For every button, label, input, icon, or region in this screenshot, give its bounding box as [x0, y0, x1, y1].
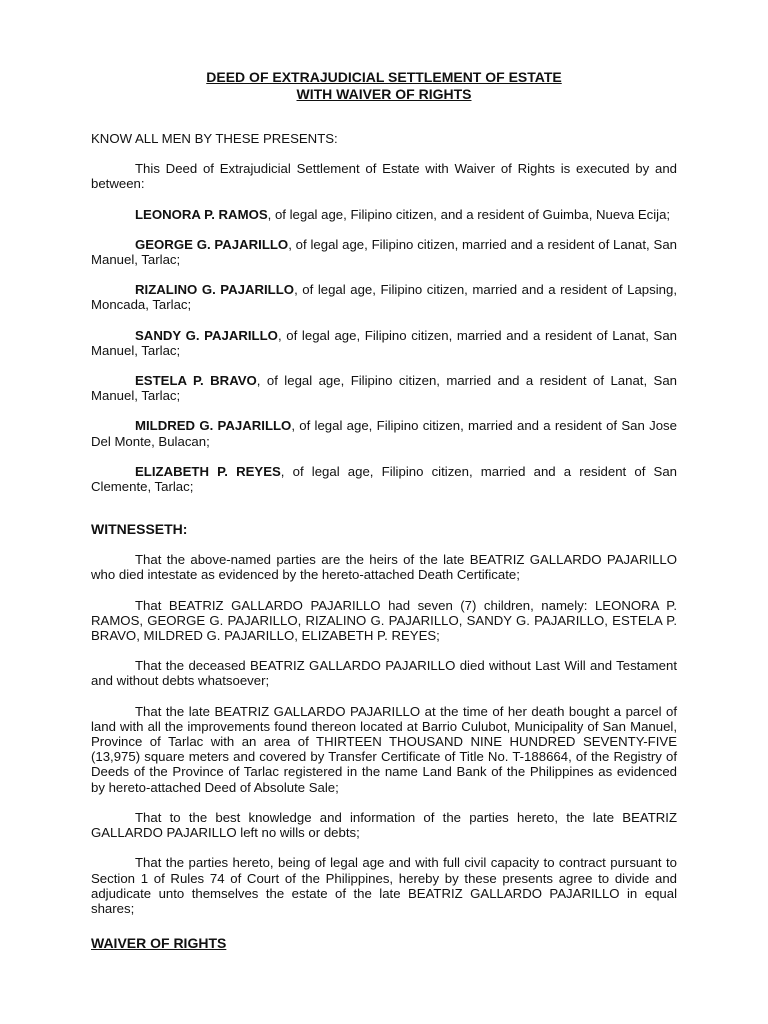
party-name: RIZALINO G. PAJARILLO	[135, 282, 295, 298]
witness-paragraph: That the deceased BEATRIZ GALLARDO PAJARILLO died without Last Will and Testament and without debts whatsoever;	[91, 658, 677, 689]
party-description: , of legal age, Filipino citizen, married and a resident of Lapsing, Moncada, Tarlac;	[91, 282, 677, 313]
party-paragraph	[91, 207, 677, 222]
document-body	[91, 131, 677, 952]
party-description: , of legal age, Filipino citizen, married and a resident of Lanat, San Manuel, Tarlac;	[91, 236, 677, 268]
witness-paragraph: That to the best knowledge and information of the parties hereto, the late BEATRIZ GALLARDO PAJARILLO left no wills or debts;	[91, 809, 677, 841]
witness-paragraph: That the above-named parties are the heirs of the late BEATRIZ GALLARDO PAJARILLO who died intestate as evidenced by the hereto-attached Death Certificate;	[91, 552, 677, 583]
party-description: , of legal age, Filipino citizen, married and a resident of Lanat, San Manuel, Tarlac;	[91, 373, 678, 404]
party-name: SANDY G. PAJARILLO	[135, 327, 278, 343]
document-title-line-2: WITH WAIVER OF RIGHTS	[296, 86, 472, 102]
party-description: , of legal age, Filipino citizen, married and a resident of San Jose Del Monte, Bulacan;	[91, 418, 677, 449]
witnesseth-heading: WITNESSETH:	[91, 521, 188, 538]
party-paragraph	[91, 282, 677, 312]
party-description: , of legal age, Filipino citizen, married and a resident of Lanat, San Manuel, Tarlac;	[91, 327, 677, 358]
party-name: MILDRED G. PAJARILLO	[135, 418, 292, 434]
party-name: LEONORA P. RAMOS	[135, 206, 268, 222]
party-name: GEORGE G. PAJARILLO	[135, 236, 289, 252]
party-paragraph	[91, 373, 677, 403]
witness-paragraph: That the late BEATRIZ GALLARDO PAJARILLO at the time of her death bought a parcel of land with all the improvements found thereon located at Barrio Culubot, Municipality of San Manuel, Province of Tarlac with an area of THIRTEEN THOUSAND NINE HUNDRED SEVENTY-FIVE (13,975) square meters and covered by Transfer Certificate of Title No. T-188664, of the Registry of Deeds of the Province of Tarlac registered in the name Land Bank of the Philippines as evidenced by hereto-attached Deed of Absolute Sale;	[91, 703, 677, 795]
party-name: ESTELA P. BRAVO	[135, 373, 257, 389]
party-paragraph	[91, 418, 677, 448]
waiver-heading: WAIVER OF RIGHTS	[91, 935, 227, 952]
witness-paragraph: That BEATRIZ GALLARDO PAJARILLO had seven (7) children, namely: LEONORA P. RAMOS, GEORGE G. PAJARILLO, RIZALINO G. PAJARILLO, SANDY G. PAJARILLO, ESTELA P. BRAVO, MILDRED G. PAJARILLO, ELIZABETH P. REYES;	[91, 597, 677, 644]
party-paragraph	[91, 464, 677, 494]
opening-clause: KNOW ALL MEN BY THESE PRESENTS:	[91, 131, 338, 146]
intro-paragraph: This Deed of Extrajudicial Settlement of Estate with Waiver of Rights is executed by and between:	[91, 161, 677, 192]
party-name: ELIZABETH P. REYES	[135, 463, 281, 479]
party-paragraph	[91, 237, 677, 267]
party-description: , of legal age, Filipino citizen, married and a resident of San Clemente, Tarlac;	[91, 463, 678, 495]
party-description: , of legal age, Filipino citizen, and a resident of Guimba, Nueva Ecija;	[267, 206, 671, 222]
document-title-line-1: DEED OF EXTRAJUDICIAL SETTLEMENT OF ESTATE	[206, 69, 562, 85]
witness-paragraph: That the parties hereto, being of legal age and with full civil capacity to contract pursuant to Section 1 of Rules 74 of Court of the Philippines, hereby by these presents agree to divide and adjudicate unto themselves the estate of the late BEATRIZ GALLARDO PAJARILLO in equal shares;	[91, 855, 677, 916]
party-paragraph	[91, 328, 677, 358]
